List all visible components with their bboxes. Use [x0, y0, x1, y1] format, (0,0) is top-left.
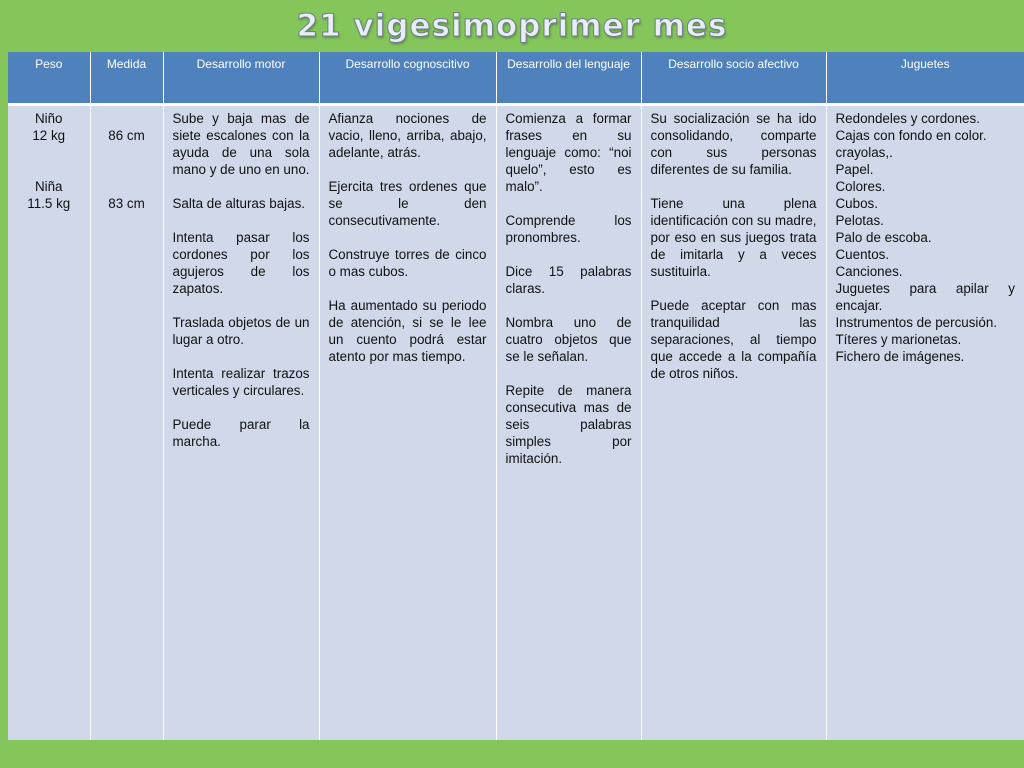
juguete-item: Fichero de imágenes.: [835, 349, 965, 364]
cell-peso: [8, 105, 90, 741]
peso-nina-value: 11.5 kg: [27, 196, 71, 211]
table-row: [8, 105, 1024, 741]
juguete-item: Cajas con fondo en color.: [835, 128, 987, 143]
header-desarrollo-lenguaje: Desarrollo del lenguaje: [496, 52, 641, 105]
juguete-item: Juguetes para apilar y encajar.: [835, 281, 1015, 313]
cell-juguetes: [826, 105, 1024, 741]
peso-nino-label: Niño: [34, 111, 63, 126]
juguete-item: Redondeles y cordones.: [835, 111, 980, 126]
cognoscitivo-item: Afianza nociones de vacio, lleno, arriba, abajo, adelante, atrás.: [328, 111, 487, 160]
motor-item: Salta de alturas bajas.: [172, 196, 306, 211]
medida-nino: 86 cm: [108, 128, 145, 143]
motor-item: Intenta realizar trazos verticales y circulares.: [172, 366, 310, 398]
juguete-item: Títeres y marionetas.: [835, 332, 962, 347]
juguete-item: Instrumentos de percusión.: [835, 315, 998, 330]
lenguaje-item: Repite de manera consecutiva mas de seis palabras simples por imitación.: [505, 383, 632, 466]
page-title: 21 vigesimoprimer mes: [296, 8, 728, 44]
cognoscitivo-item: Ejercita tres ordenes que se le den consecutivamente.: [328, 179, 487, 228]
header-desarrollo-cognoscitivo: Desarrollo cognoscitivo: [319, 52, 496, 105]
lenguaje-item: Dice 15 palabras claras.: [505, 264, 632, 296]
juguete-item: Papel.: [835, 162, 874, 177]
juguete-item: Cubos.: [835, 196, 878, 211]
header-desarrollo-socio-afectivo: Desarrollo socio afectivo: [641, 52, 826, 105]
juguete-item: Cuentos.: [835, 247, 890, 262]
juguete-item: Colores.: [835, 179, 886, 194]
lenguaje-item: Comienza a formar frases en su lenguaje como: “noi quelo”, esto es malo”.: [505, 111, 632, 194]
header-desarrollo-motor: Desarrollo motor: [163, 52, 319, 105]
header-medida: Medida: [90, 52, 163, 105]
cell-desarrollo-socio-afectivo: [641, 105, 826, 741]
motor-item: Puede parar la marcha.: [172, 417, 310, 449]
juguete-item: Pelotas.: [835, 213, 884, 228]
motor-item: Sube y baja mas de siete escalones con la ayuda de una sola mano y de uno en uno.: [172, 111, 310, 177]
development-table: [8, 52, 1024, 740]
motor-item: Traslada objetos de un lugar a otro.: [172, 315, 310, 347]
header-peso: Peso: [8, 52, 90, 105]
cell-desarrollo-motor: [163, 105, 319, 741]
juguete-item: crayolas,.: [835, 145, 893, 160]
cognoscitivo-item: Ha aumentado su periodo de atención, si se le lee un cuento podrá estar atento por mas tiempo.: [328, 298, 487, 364]
peso-nina-label: Niña: [34, 179, 63, 194]
development-table-container: [8, 52, 1024, 740]
header-row: [8, 52, 1024, 105]
socio-item: Su socialización se ha ido consolidando, comparte con sus personas diferentes de su familia.: [650, 111, 817, 177]
socio-item: Puede aceptar con mas tranquilidad las separaciones, al tiempo que accede a la compañía de otros niños.: [650, 298, 817, 381]
juguete-item: Palo de escoba.: [835, 230, 932, 245]
cognoscitivo-item: Construye torres de cinco o mas cubos.: [328, 247, 487, 279]
cell-desarrollo-lenguaje: [496, 105, 641, 741]
peso-nino-value: 12 kg: [32, 128, 66, 143]
lenguaje-item: Nombra uno de cuatro objetos que se le señalan.: [505, 315, 632, 364]
cell-medida: [90, 105, 163, 741]
medida-nina: 83 cm: [108, 196, 145, 211]
motor-item: Intenta pasar los cordones por los agujeros de los zapatos.: [172, 230, 310, 296]
lenguaje-item: Comprende los pronombres.: [505, 213, 632, 245]
juguete-item: Canciones.: [835, 264, 903, 279]
header-juguetes: Juguetes: [826, 52, 1024, 105]
cell-desarrollo-cognoscitivo: [319, 105, 496, 741]
socio-item: Tiene una plena identificación con su madre, por eso en sus juegos trata de imitarla y a veces sustituirla.: [650, 196, 817, 279]
